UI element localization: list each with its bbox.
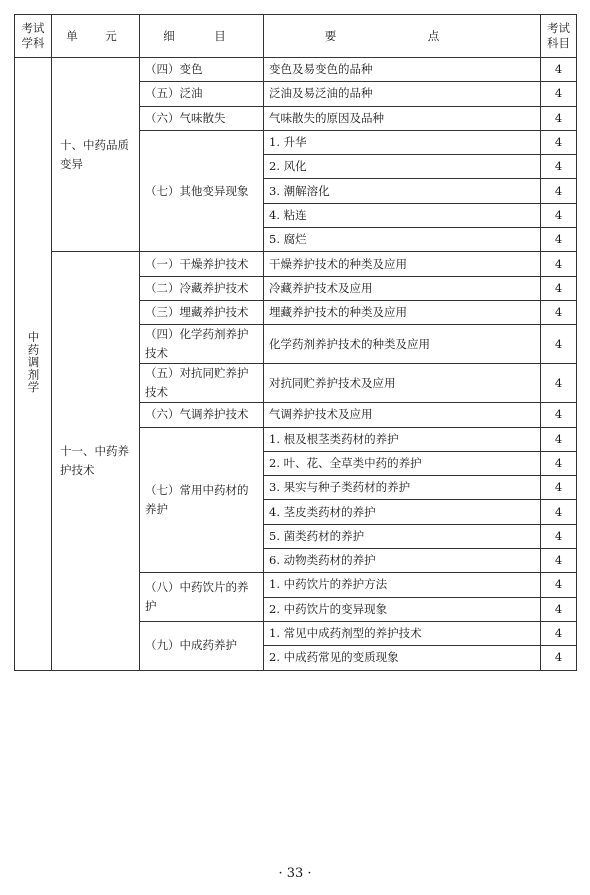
point-cell: 2. 风化 bbox=[264, 155, 541, 179]
point-cell: 对抗同贮养护技术及应用 bbox=[264, 364, 541, 403]
point-cell: 4. 粘连 bbox=[264, 203, 541, 227]
point-cell: 1. 常见中成药剂型的养护技术 bbox=[264, 621, 541, 645]
item-cell: （九）中成药养护 bbox=[140, 621, 264, 670]
level-cell: 4 bbox=[541, 646, 577, 670]
item-cell: （二）冷藏养护技术 bbox=[140, 276, 264, 300]
point-cell: 干燥养护技术的种类及应用 bbox=[264, 252, 541, 276]
point-cell: 6. 动物类药材的养护 bbox=[264, 549, 541, 573]
level-cell: 4 bbox=[541, 549, 577, 573]
point-cell: 气味散失的原因及品种 bbox=[264, 106, 541, 130]
point-cell: 2. 中成药常见的变质现象 bbox=[264, 646, 541, 670]
point-cell: 2. 叶、花、全草类中药的养护 bbox=[264, 451, 541, 475]
header-unit: 单 元 bbox=[52, 15, 140, 58]
level-cell: 4 bbox=[541, 203, 577, 227]
header-item: 细 目 bbox=[140, 15, 264, 58]
level-cell: 4 bbox=[541, 403, 577, 427]
level-cell: 4 bbox=[541, 573, 577, 597]
point-cell: 1. 中药饮片的养护方法 bbox=[264, 573, 541, 597]
level-cell: 4 bbox=[541, 58, 577, 82]
level-cell: 4 bbox=[541, 252, 577, 276]
level-cell: 4 bbox=[541, 500, 577, 524]
item-cell: （五）泛油 bbox=[140, 82, 264, 106]
page-number: · 33 · bbox=[278, 866, 312, 881]
point-cell: 5. 腐烂 bbox=[264, 228, 541, 252]
point-cell: 2. 中药饮片的变异现象 bbox=[264, 597, 541, 621]
point-cell: 1. 根及根茎类药材的养护 bbox=[264, 427, 541, 451]
item-cell: （六）气味散失 bbox=[140, 106, 264, 130]
item-cell: （八）中药饮片的养护 bbox=[140, 573, 264, 622]
item-cell: （五）对抗同贮养护技术 bbox=[140, 364, 264, 403]
level-cell: 4 bbox=[541, 325, 577, 364]
syllabus-table bbox=[14, 14, 577, 671]
item-cell: （三）埋藏养护技术 bbox=[140, 300, 264, 324]
syllabus-body bbox=[15, 58, 577, 671]
level-cell: 4 bbox=[541, 130, 577, 154]
level-cell: 4 bbox=[541, 155, 577, 179]
level-cell: 4 bbox=[541, 524, 577, 548]
item-cell: （一）干燥养护技术 bbox=[140, 252, 264, 276]
header-subject: 考试学科 bbox=[15, 15, 52, 58]
point-cell: 冷藏养护技术及应用 bbox=[264, 276, 541, 300]
header-point: 要 点 bbox=[264, 15, 541, 58]
level-cell: 4 bbox=[541, 106, 577, 130]
level-cell: 4 bbox=[541, 300, 577, 324]
level-cell: 4 bbox=[541, 364, 577, 403]
point-cell: 埋藏养护技术的种类及应用 bbox=[264, 300, 541, 324]
subject-label: 中药调剂学 bbox=[26, 330, 41, 394]
unit-cell: 十、中药品质变异 bbox=[52, 58, 140, 252]
header-level: 考试科目 bbox=[541, 15, 577, 58]
subject-cell bbox=[15, 58, 52, 671]
level-cell: 4 bbox=[541, 451, 577, 475]
level-cell: 4 bbox=[541, 621, 577, 645]
level-cell: 4 bbox=[541, 427, 577, 451]
point-cell: 化学药剂养护技术的种类及应用 bbox=[264, 325, 541, 364]
level-cell: 4 bbox=[541, 476, 577, 500]
level-cell: 4 bbox=[541, 82, 577, 106]
point-cell: 5. 菌类药材的养护 bbox=[264, 524, 541, 548]
header-row bbox=[15, 15, 577, 58]
point-cell: 1. 升华 bbox=[264, 130, 541, 154]
point-cell: 4. 茎皮类药材的养护 bbox=[264, 500, 541, 524]
level-cell: 4 bbox=[541, 597, 577, 621]
item-cell: （四）变色 bbox=[140, 58, 264, 82]
item-cell: （七）其他变异现象 bbox=[140, 130, 264, 251]
item-cell: （六）气调养护技术 bbox=[140, 403, 264, 427]
point-cell: 泛油及易泛油的品种 bbox=[264, 82, 541, 106]
table-row bbox=[15, 58, 577, 82]
level-cell: 4 bbox=[541, 228, 577, 252]
point-cell: 3. 潮解溶化 bbox=[264, 179, 541, 203]
item-cell: （七）常用中药材的养护 bbox=[140, 427, 264, 573]
table-row bbox=[15, 252, 577, 276]
item-cell: （四）化学药剂养护技术 bbox=[140, 325, 264, 364]
point-cell: 3. 果实与种子类药材的养护 bbox=[264, 476, 541, 500]
point-cell: 变色及易变色的品种 bbox=[264, 58, 541, 82]
unit-cell: 十一、中药养护技术 bbox=[52, 252, 140, 670]
level-cell: 4 bbox=[541, 276, 577, 300]
level-cell: 4 bbox=[541, 179, 577, 203]
point-cell: 气调养护技术及应用 bbox=[264, 403, 541, 427]
